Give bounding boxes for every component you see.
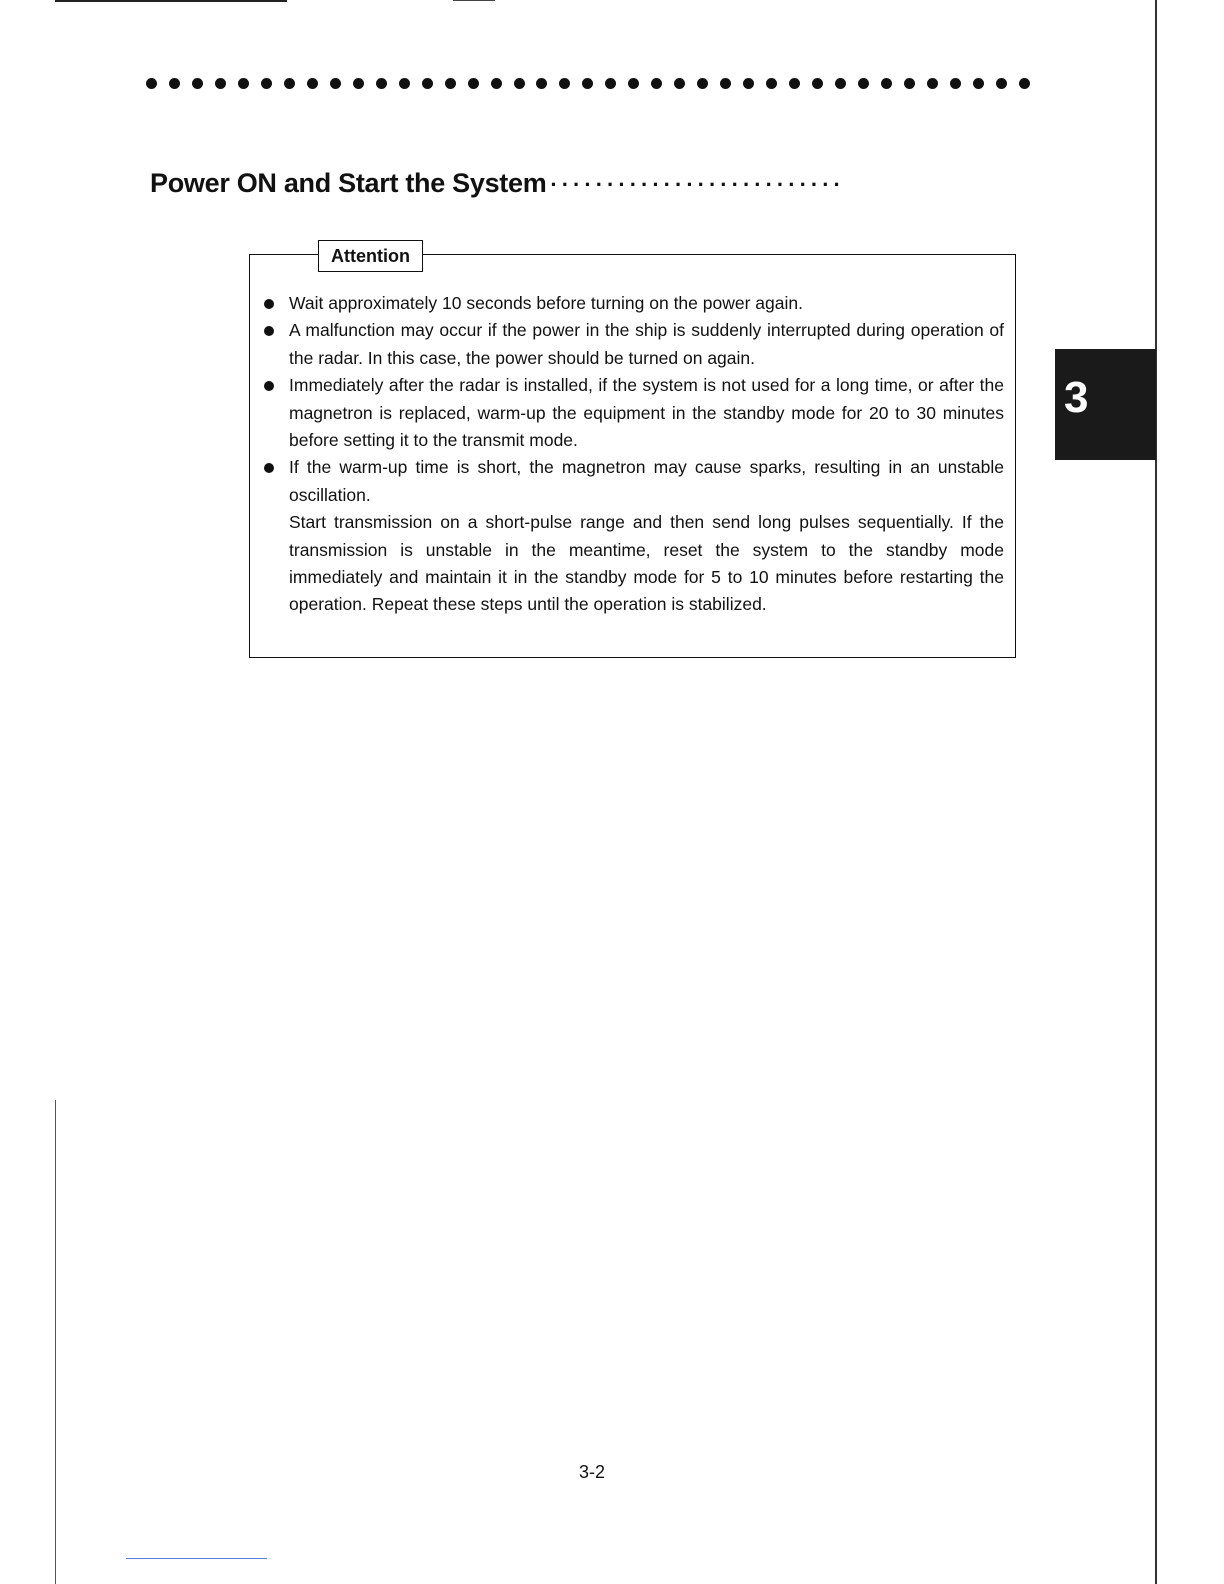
divider-dot [720,78,731,89]
divider-dot [559,78,570,89]
scan-edge-left [55,1100,56,1584]
divider-dot [651,78,662,89]
attention-paragraph: Wait approximately 10 seconds before turning on the power again. [289,293,803,313]
divider-dot [536,78,547,89]
divider-dot [835,78,846,89]
divider-dot [353,78,364,89]
divider-dot [697,78,708,89]
divider-dot [881,78,892,89]
divider-dot [468,78,479,89]
divider-dot [445,78,456,89]
attention-paragraph: If the warm-up time is short, the magnetron may cause sparks, resulting in an unstable oscillation. [289,457,1004,505]
scan-edge-top-mid [453,0,495,1]
section-title: Power ON and Start the System [150,168,547,198]
attention-item [262,372,1004,454]
divider-dot [169,78,180,89]
bullet-icon [264,299,274,309]
divider-dot [766,78,777,89]
divider-dot [284,78,295,89]
attention-label: Attention [318,240,423,272]
divider-dot [215,78,226,89]
divider-dot [1019,78,1030,89]
section-heading [150,168,1020,199]
attention-item [262,317,1004,372]
divider-dot [927,78,938,89]
divider-dot [973,78,984,89]
divider-dot [238,78,249,89]
divider-dot [605,78,616,89]
divider-dot [422,78,433,89]
divider-dot [628,78,639,89]
divider-dot [491,78,502,89]
divider-dot [146,78,157,89]
attention-item [262,290,1004,317]
attention-paragraph: Start transmission on a short-pulse range and then send long pulses sequentially. If the transmission is unstable in the meantime, reset the system to the standby mode immediately and maintain it in the standby mode for 5 to 10 minutes before restarting the operation. Repeat these steps until the operation is stabilized. [289,512,1004,615]
divider-dot [674,78,685,89]
scan-edge-top-left [55,0,287,2]
attention-paragraph: Immediately after the radar is installed, if the system is not used for a long time, or after the magnetron is replaced, warm-up the equipment in the standby mode for 20 to 30 minutes before setting it to the transmit mode. [289,375,1004,451]
scan-edge-bottom [126,1558,267,1559]
page-number: 3-2 [578,1462,605,1482]
chapter-number: 3 [1064,373,1089,422]
divider-dot [996,78,1007,89]
divider-dot [307,78,318,89]
bullet-icon [264,381,274,391]
bullet-icon [264,326,274,336]
divider-dot [399,78,410,89]
divider-dot [330,78,341,89]
attention-list [262,290,1004,619]
divider-dot [904,78,915,89]
chapter-tab [1055,349,1156,460]
divider-dot [376,78,387,89]
attention-item [262,454,1004,618]
section-title-leader: ·························· [550,172,845,197]
attention-paragraph: A malfunction may occur if the power in the ship is suddenly interrupted during operation of the radar. In this case, the power should be turned on again. [289,320,1004,368]
divider-dot [582,78,593,89]
header-dot-divider [146,78,1030,89]
divider-dot [950,78,961,89]
divider-dot [261,78,272,89]
scan-edge-right [1155,0,1157,1584]
divider-dot [192,78,203,89]
bullet-icon [264,463,274,473]
divider-dot [858,78,869,89]
divider-dot [514,78,525,89]
divider-dot [812,78,823,89]
divider-dot [743,78,754,89]
divider-dot [789,78,800,89]
